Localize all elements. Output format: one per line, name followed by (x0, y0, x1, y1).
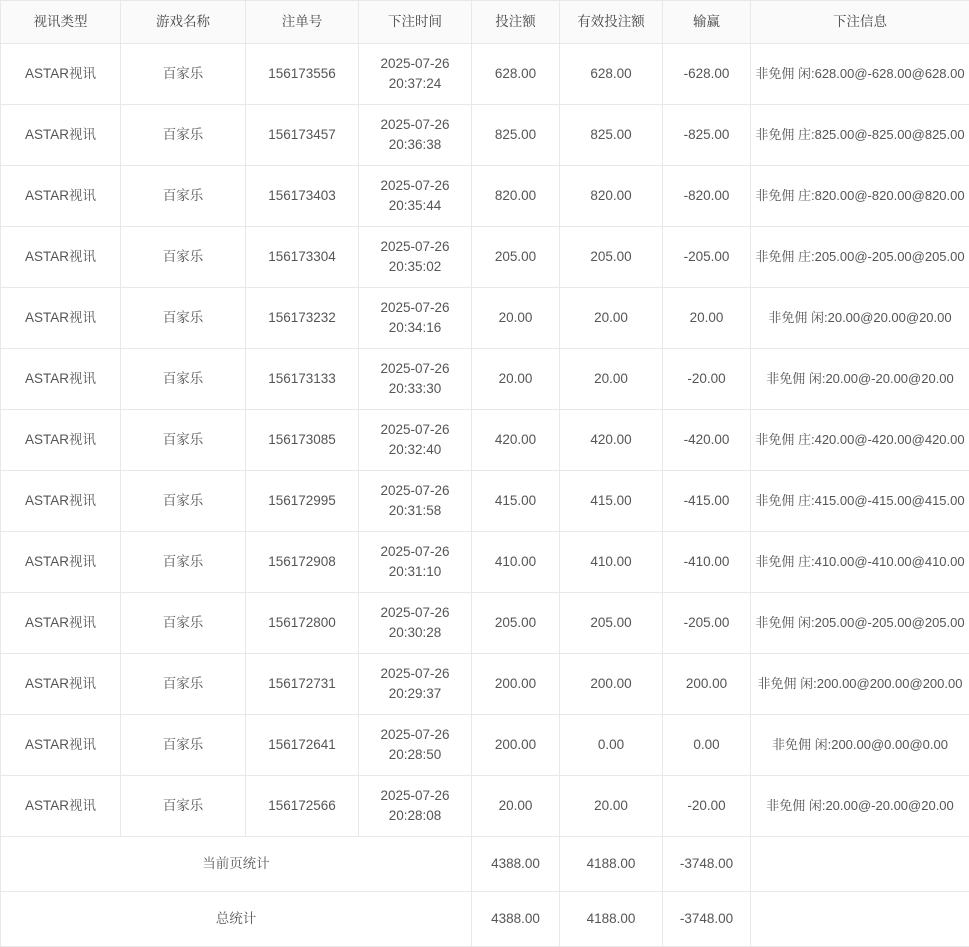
cell-game: 百家乐 (121, 227, 246, 288)
cell-bet-time (359, 105, 472, 166)
table-row (1, 654, 969, 715)
cell-game: 百家乐 (121, 349, 246, 410)
summary-amount: 4388.00 (472, 892, 560, 947)
cell-bet-clock: 20:34:16 (389, 320, 442, 335)
cell-valid-amount: 20.00 (560, 349, 663, 410)
cell-type: ASTAR视讯 (1, 776, 121, 837)
cell-bet-date: 2025-07-26 (380, 178, 449, 193)
cell-win-loss: -205.00 (663, 593, 751, 654)
cell-type: ASTAR视讯 (1, 532, 121, 593)
cell-win-loss: -628.00 (663, 44, 751, 105)
cell-type: ASTAR视讯 (1, 593, 121, 654)
cell-amount: 628.00 (472, 44, 560, 105)
cell-bet-clock: 20:35:44 (389, 198, 442, 213)
cell-bet-id: 156173133 (246, 349, 359, 410)
cell-bet-time (359, 227, 472, 288)
cell-bet-clock: 20:30:28 (389, 625, 442, 640)
cell-bet-info: 非免佣 闲:200.00@200.00@200.00 (751, 654, 969, 715)
cell-amount: 20.00 (472, 776, 560, 837)
cell-game: 百家乐 (121, 532, 246, 593)
table-row (1, 593, 969, 654)
cell-bet-id: 156173085 (246, 410, 359, 471)
summary-amount: 4388.00 (472, 837, 560, 892)
cell-valid-amount: 205.00 (560, 593, 663, 654)
summary-info (751, 837, 969, 892)
cell-win-loss: 200.00 (663, 654, 751, 715)
column-header-valid-amount: 有效投注额 (560, 1, 663, 44)
cell-bet-time (359, 288, 472, 349)
cell-type: ASTAR视讯 (1, 227, 121, 288)
cell-valid-amount: 820.00 (560, 166, 663, 227)
cell-win-loss: -410.00 (663, 532, 751, 593)
table-row (1, 776, 969, 837)
cell-valid-amount: 205.00 (560, 227, 663, 288)
column-header-win-loss: 输赢 (663, 1, 751, 44)
cell-game: 百家乐 (121, 288, 246, 349)
cell-bet-clock: 20:29:37 (389, 686, 442, 701)
cell-type: ASTAR视讯 (1, 288, 121, 349)
cell-amount: 200.00 (472, 715, 560, 776)
cell-game: 百家乐 (121, 410, 246, 471)
column-header-amount: 投注额 (472, 1, 560, 44)
cell-bet-clock: 20:31:10 (389, 564, 442, 579)
cell-type: ASTAR视讯 (1, 105, 121, 166)
cell-win-loss: -825.00 (663, 105, 751, 166)
cell-bet-date: 2025-07-26 (380, 727, 449, 742)
cell-bet-time (359, 776, 472, 837)
cell-bet-id: 156172731 (246, 654, 359, 715)
cell-type: ASTAR视讯 (1, 166, 121, 227)
cell-bet-id: 156173403 (246, 166, 359, 227)
cell-valid-amount: 825.00 (560, 105, 663, 166)
cell-bet-id: 156173556 (246, 44, 359, 105)
table-row (1, 105, 969, 166)
cell-amount: 20.00 (472, 349, 560, 410)
cell-valid-amount: 628.00 (560, 44, 663, 105)
cell-bet-time (359, 471, 472, 532)
cell-type: ASTAR视讯 (1, 44, 121, 105)
cell-type: ASTAR视讯 (1, 410, 121, 471)
column-header-bet-time: 下注时间 (359, 1, 472, 44)
header-row (1, 1, 969, 44)
cell-bet-info: 非免佣 闲:205.00@-205.00@205.00 (751, 593, 969, 654)
cell-type: ASTAR视讯 (1, 471, 121, 532)
cell-bet-date: 2025-07-26 (380, 117, 449, 132)
column-header-type: 视讯类型 (1, 1, 121, 44)
cell-game: 百家乐 (121, 593, 246, 654)
cell-bet-id: 156173304 (246, 227, 359, 288)
cell-game: 百家乐 (121, 776, 246, 837)
cell-bet-date: 2025-07-26 (380, 483, 449, 498)
cell-valid-amount: 20.00 (560, 776, 663, 837)
summary-valid-amount: 4188.00 (560, 837, 663, 892)
cell-bet-time (359, 349, 472, 410)
table-row (1, 288, 969, 349)
cell-bet-time (359, 654, 472, 715)
cell-game: 百家乐 (121, 105, 246, 166)
cell-bet-info: 非免佣 庄:820.00@-820.00@820.00 (751, 166, 969, 227)
cell-bet-id: 156172566 (246, 776, 359, 837)
summary-label: 当前页统计 (1, 837, 472, 892)
cell-bet-date: 2025-07-26 (380, 422, 449, 437)
cell-bet-info: 非免佣 庄:825.00@-825.00@825.00 (751, 105, 969, 166)
cell-win-loss: -820.00 (663, 166, 751, 227)
cell-bet-time (359, 715, 472, 776)
cell-bet-clock: 20:28:50 (389, 747, 442, 762)
cell-bet-time (359, 410, 472, 471)
table-row (1, 471, 969, 532)
cell-bet-id: 156172641 (246, 715, 359, 776)
cell-bet-info: 非免佣 庄:420.00@-420.00@420.00 (751, 410, 969, 471)
summary-label: 总统计 (1, 892, 472, 947)
cell-bet-clock: 20:32:40 (389, 442, 442, 457)
table-row (1, 227, 969, 288)
cell-bet-info: 非免佣 闲:20.00@-20.00@20.00 (751, 776, 969, 837)
cell-bet-clock: 20:31:58 (389, 503, 442, 518)
cell-win-loss: -20.00 (663, 349, 751, 410)
cell-game: 百家乐 (121, 44, 246, 105)
cell-valid-amount: 415.00 (560, 471, 663, 532)
column-header-game: 游戏名称 (121, 1, 246, 44)
current-page-summary-row (1, 837, 969, 892)
cell-bet-id: 156172995 (246, 471, 359, 532)
cell-bet-date: 2025-07-26 (380, 544, 449, 559)
cell-win-loss: 20.00 (663, 288, 751, 349)
cell-valid-amount: 410.00 (560, 532, 663, 593)
cell-valid-amount: 200.00 (560, 654, 663, 715)
table-row (1, 349, 969, 410)
cell-bet-clock: 20:37:24 (389, 76, 442, 91)
cell-bet-clock: 20:35:02 (389, 259, 442, 274)
cell-bet-info: 非免佣 庄:205.00@-205.00@205.00 (751, 227, 969, 288)
cell-bet-time (359, 44, 472, 105)
cell-bet-id: 156172908 (246, 532, 359, 593)
cell-bet-info: 非免佣 闲:628.00@-628.00@628.00 (751, 44, 969, 105)
cell-amount: 820.00 (472, 166, 560, 227)
cell-win-loss: 0.00 (663, 715, 751, 776)
cell-amount: 420.00 (472, 410, 560, 471)
table-row (1, 410, 969, 471)
cell-bet-clock: 20:28:08 (389, 808, 442, 823)
cell-type: ASTAR视讯 (1, 349, 121, 410)
cell-win-loss: -420.00 (663, 410, 751, 471)
table-row (1, 44, 969, 105)
cell-game: 百家乐 (121, 654, 246, 715)
cell-bet-date: 2025-07-26 (380, 300, 449, 315)
cell-bet-id: 156173232 (246, 288, 359, 349)
table-header (1, 1, 969, 44)
cell-amount: 205.00 (472, 593, 560, 654)
cell-game: 百家乐 (121, 715, 246, 776)
table-body (1, 44, 969, 947)
cell-amount: 205.00 (472, 227, 560, 288)
cell-bet-info: 非免佣 庄:415.00@-415.00@415.00 (751, 471, 969, 532)
summary-win-loss: -3748.00 (663, 837, 751, 892)
cell-win-loss: -20.00 (663, 776, 751, 837)
cell-type: ASTAR视讯 (1, 715, 121, 776)
cell-game: 百家乐 (121, 166, 246, 227)
cell-bet-date: 2025-07-26 (380, 56, 449, 71)
cell-bet-date: 2025-07-26 (380, 605, 449, 620)
cell-game: 百家乐 (121, 471, 246, 532)
cell-bet-time (359, 166, 472, 227)
cell-amount: 20.00 (472, 288, 560, 349)
cell-bet-clock: 20:36:38 (389, 137, 442, 152)
cell-valid-amount: 0.00 (560, 715, 663, 776)
table-row (1, 532, 969, 593)
cell-bet-time (359, 593, 472, 654)
cell-bet-info: 非免佣 闲:20.00@-20.00@20.00 (751, 349, 969, 410)
cell-bet-clock: 20:33:30 (389, 381, 442, 396)
summary-valid-amount: 4188.00 (560, 892, 663, 947)
cell-bet-id: 156172800 (246, 593, 359, 654)
cell-valid-amount: 420.00 (560, 410, 663, 471)
cell-bet-date: 2025-07-26 (380, 788, 449, 803)
cell-amount: 200.00 (472, 654, 560, 715)
cell-amount: 415.00 (472, 471, 560, 532)
cell-win-loss: -205.00 (663, 227, 751, 288)
cell-valid-amount: 20.00 (560, 288, 663, 349)
cell-amount: 410.00 (472, 532, 560, 593)
cell-win-loss: -415.00 (663, 471, 751, 532)
column-header-bet-info: 下注信息 (751, 1, 969, 44)
cell-bet-id: 156173457 (246, 105, 359, 166)
total-summary-row (1, 892, 969, 947)
cell-bet-info: 非免佣 闲:20.00@20.00@20.00 (751, 288, 969, 349)
summary-info (751, 892, 969, 947)
summary-win-loss: -3748.00 (663, 892, 751, 947)
cell-bet-date: 2025-07-26 (380, 666, 449, 681)
cell-amount: 825.00 (472, 105, 560, 166)
cell-bet-info: 非免佣 庄:410.00@-410.00@410.00 (751, 532, 969, 593)
cell-type: ASTAR视讯 (1, 654, 121, 715)
cell-bet-date: 2025-07-26 (380, 239, 449, 254)
table-row (1, 166, 969, 227)
column-header-bet-id: 注单号 (246, 1, 359, 44)
table-row (1, 715, 969, 776)
cell-bet-date: 2025-07-26 (380, 361, 449, 376)
cell-bet-time (359, 532, 472, 593)
cell-bet-info: 非免佣 闲:200.00@0.00@0.00 (751, 715, 969, 776)
